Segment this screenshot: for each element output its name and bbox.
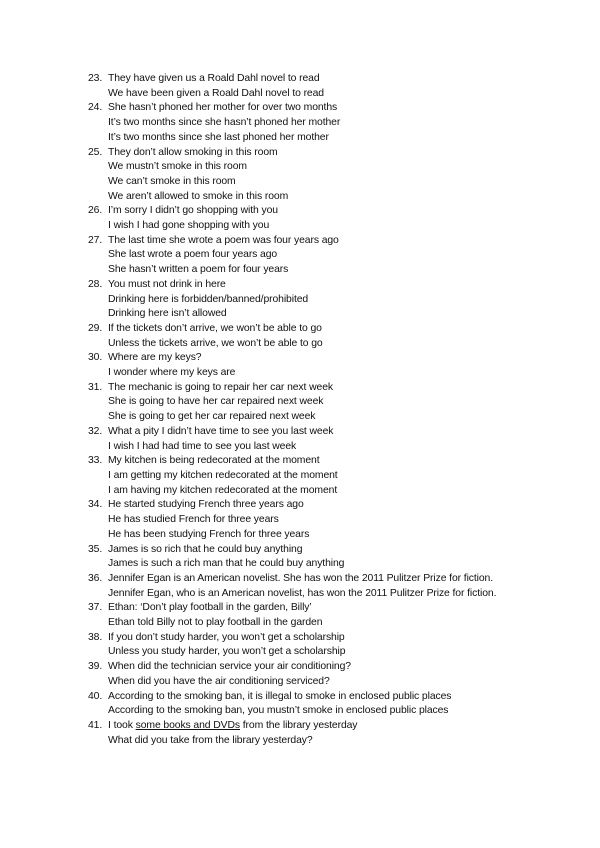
item-line: Ethan: ‘Don’t play football in the garden, Billy’: [108, 602, 312, 614]
item-line: They don’t allow smoking in this room: [108, 146, 278, 158]
item-line: Jennifer Egan, who is an American novelist, has won the 2011 Pulitzer Prize for fiction.: [108, 587, 497, 599]
item-line: What a pity I didn’t have time to see you last week: [108, 425, 334, 437]
item-line: When did you have the air conditioning serviced?: [108, 675, 330, 687]
list-item: [88, 351, 588, 380]
list-item: [88, 322, 588, 351]
item-number: 27.: [88, 234, 103, 246]
underlined-phrase: some books and DVDs: [135, 719, 240, 731]
item-line: We have been given a Roald Dahl novel to read: [108, 87, 324, 99]
list-item: [88, 72, 588, 101]
item-line: It’s two months since she hasn’t phoned her mother: [108, 117, 341, 129]
item-number: 30.: [88, 352, 103, 364]
list-item: [88, 543, 588, 572]
item-line: It’s two months since she last phoned her mother: [108, 131, 329, 143]
item-line: I wish I had had time to see you last week: [108, 440, 297, 452]
item-line: She is going to get her car repaired next week: [108, 411, 316, 423]
item-number: 41.: [88, 719, 103, 731]
item-line: He has studied French for three years: [108, 514, 279, 526]
item-number: 40.: [88, 690, 103, 702]
item-number: 37.: [88, 602, 103, 614]
list-item: [88, 146, 588, 205]
item-line: Unless you study harder, you won’t get a scholarship: [108, 646, 346, 658]
item-line: She last wrote a poem four years ago: [108, 249, 278, 261]
list-item: [88, 454, 588, 498]
item-number: 29.: [88, 322, 103, 334]
item-number: 28.: [88, 278, 103, 290]
item-line: I am getting my kitchen redecorated at the moment: [108, 469, 338, 481]
item-line: What did you take from the library yesterday?: [108, 734, 313, 746]
item-line: She hasn’t written a poem for four years: [108, 264, 289, 276]
item-line: Where are my keys?: [108, 352, 202, 364]
item-number: 23.: [88, 73, 103, 84]
list-item: [88, 101, 588, 145]
item-line: When did the technician service your air conditioning?: [108, 661, 351, 673]
item-line: Unless the tickets arrive, we won’t be able to go: [108, 337, 323, 349]
item-line: He started studying French three years ago: [108, 499, 304, 511]
list-item: [88, 660, 588, 689]
item-line: My kitchen is being redecorated at the moment: [108, 455, 320, 467]
list-item: [88, 572, 588, 601]
list-item: [88, 234, 588, 278]
answer-list: [88, 72, 588, 748]
list-item: [88, 498, 588, 542]
line-text-before: I took: [108, 719, 136, 731]
item-line: If the tickets don’t arrive, we won’t be able to go: [108, 322, 322, 334]
line-text-after: from the library yesterday: [239, 719, 358, 731]
item-number: 38.: [88, 631, 103, 643]
item-line: I wish I had gone shopping with you: [108, 220, 270, 232]
item-line: I wonder where my keys are: [108, 367, 236, 379]
item-number: 36.: [88, 572, 103, 584]
item-line: I am having my kitchen redecorated at the moment: [108, 484, 338, 496]
item-line: She is going to have her car repaired next week: [108, 396, 324, 408]
item-number: 35.: [88, 543, 103, 555]
item-line: If you don’t study harder, you won’t get a scholarship: [108, 631, 345, 643]
item-line: We can’t smoke in this room: [108, 175, 236, 187]
item-number: 32.: [88, 425, 103, 437]
list-item: [88, 204, 588, 233]
item-number: 26.: [88, 205, 103, 217]
item-line: James is so rich that he could buy anything: [108, 543, 303, 555]
list-item: [88, 719, 588, 748]
item-line: The last time she wrote a poem was four years ago: [108, 234, 339, 246]
item-line: Ethan told Billy not to play football in the garden: [108, 617, 323, 629]
item-number: 25.: [88, 146, 103, 158]
item-number: 24.: [88, 102, 103, 114]
item-line: Drinking here isn’t allowed: [108, 308, 227, 320]
item-line: She hasn’t phoned her mother for over two months: [108, 102, 338, 114]
item-line: According to the smoking ban, it is illegal to smoke in enclosed public places: [108, 690, 452, 702]
item-line: We mustn’t smoke in this room: [108, 161, 247, 173]
item-number: 31.: [88, 381, 103, 393]
item-line: You must not drink in here: [108, 278, 226, 290]
list-item: [88, 601, 588, 630]
item-line: We aren’t allowed to smoke in this room: [108, 190, 289, 202]
item-line: Jennifer Egan is an American novelist. She has won the 2011 Pulitzer Prize for fiction.: [108, 572, 494, 584]
list-item: [88, 690, 588, 719]
item-number: 39.: [88, 661, 103, 673]
item-line: Drinking here is forbidden/banned/prohibited: [108, 293, 309, 305]
list-item: [88, 631, 588, 660]
list-item: [88, 381, 588, 425]
item-line: According to the smoking ban, you mustn’t smoke in enclosed public places: [108, 705, 449, 717]
item-number: 33.: [88, 455, 103, 467]
item-line: I’m sorry I didn’t go shopping with you: [108, 205, 278, 217]
item-line: James is such a rich man that he could buy anything: [108, 558, 345, 570]
item-line: [108, 719, 588, 734]
item-line: The mechanic is going to repair her car next week: [108, 381, 333, 393]
list-item: [88, 278, 588, 322]
item-line: He has been studying French for three years: [108, 528, 310, 540]
list-item: [88, 425, 588, 454]
item-line: They have given us a Roald Dahl novel to read: [108, 73, 320, 84]
item-number: 34.: [88, 499, 103, 511]
